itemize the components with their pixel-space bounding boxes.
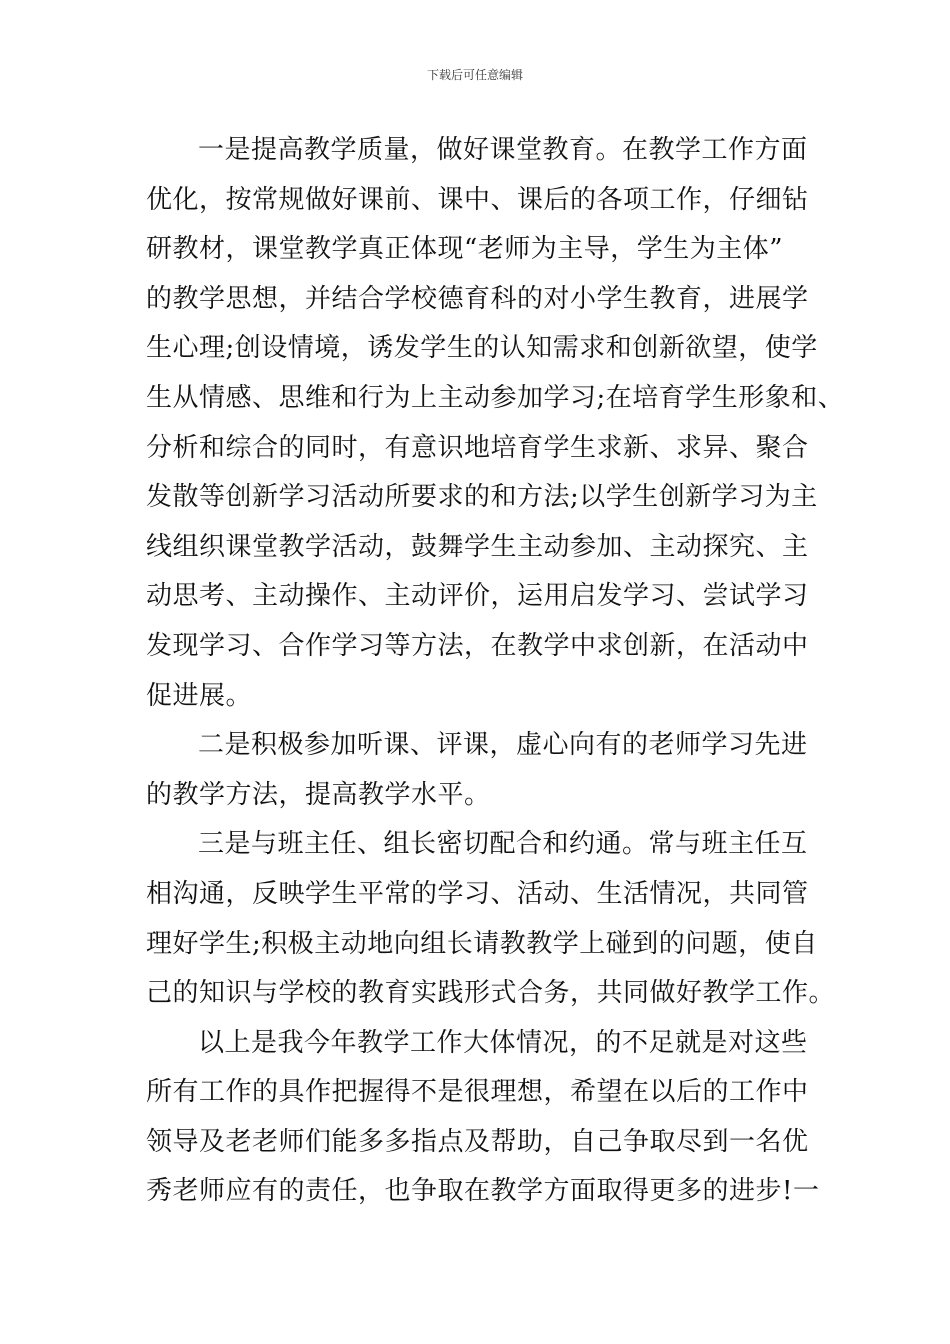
text-line: 己的知识与学校的教育实践形式合务，共同做好教学工作。 xyxy=(146,978,836,1009)
paragraph-1 xyxy=(146,126,845,721)
text-line: 的教学思想，并结合学校德育科的对小学生教育，进展学 xyxy=(146,283,809,314)
text-line: 生从情感、思维和行为上主动参加学习;在培育学生形象和、 xyxy=(146,382,845,413)
paragraph-4 xyxy=(146,1019,820,1217)
text-line: 优化，按常规做好课前、课中、课后的各项工作，仔细钻 xyxy=(146,184,809,215)
text-line: 秀老师应有的责任，也争取在教学方面取得更多的进步!一 xyxy=(146,1176,820,1207)
text-line: 动思考、主动操作、主动评价，运用启发学习、尝试学习 xyxy=(146,581,809,612)
document-body xyxy=(146,126,845,1217)
text-line: 发现学习、合作学习等方法，在教学中求创新，在活动中 xyxy=(146,630,809,661)
text-line: 以上是我今年教学工作大体情况，的不足就是对这些 xyxy=(198,1027,808,1058)
text-line: 发散等创新学习活动所要求的和方法;以学生创新学习为主 xyxy=(146,482,818,513)
paragraph-2 xyxy=(146,721,806,820)
text-line: 分析和综合的同时，有意识地培育学生求新、求异、聚合 xyxy=(146,432,809,463)
text-line: 领导及老老师们能多多指点及帮助，自己争取尽到一名优 xyxy=(146,1126,809,1157)
text-line: 一是提高教学质量，做好课堂教育。在教学工作方面 xyxy=(198,135,808,165)
text-line: 三是与班主任、组长密切配合和约通。常与班主任互 xyxy=(198,829,808,860)
text-line: 线组织课堂教学活动，鼓舞学生主动参加、主动探究、主 xyxy=(146,531,809,562)
text-line: 相沟通，反映学生平常的学习、活动、生活情况，共同管 xyxy=(146,878,809,909)
text-line: 理好学生;积极主动地向组长请教教学上碰到的问题，使自 xyxy=(146,928,818,959)
text-line: 促进展。 xyxy=(146,680,253,711)
page-header: 下载后可任意编辑 xyxy=(426,68,523,82)
text-line: 二是积极参加听课、评课，虚心向有的老师学习先进 xyxy=(198,730,808,761)
paragraph-3 xyxy=(146,820,836,1018)
text-line: 的教学方法，提高教学水平。 xyxy=(146,779,491,810)
text-line: 所有工作的具作把握得不是很理想，希望在以后的工作中 xyxy=(146,1077,809,1108)
text-line: 生心理;创设情境，诱发学生的认知需求和创新欲望，使学 xyxy=(146,333,818,364)
text-line: 研教材，课堂教学真正体现“老师为主导，学生为主体” xyxy=(146,234,784,265)
